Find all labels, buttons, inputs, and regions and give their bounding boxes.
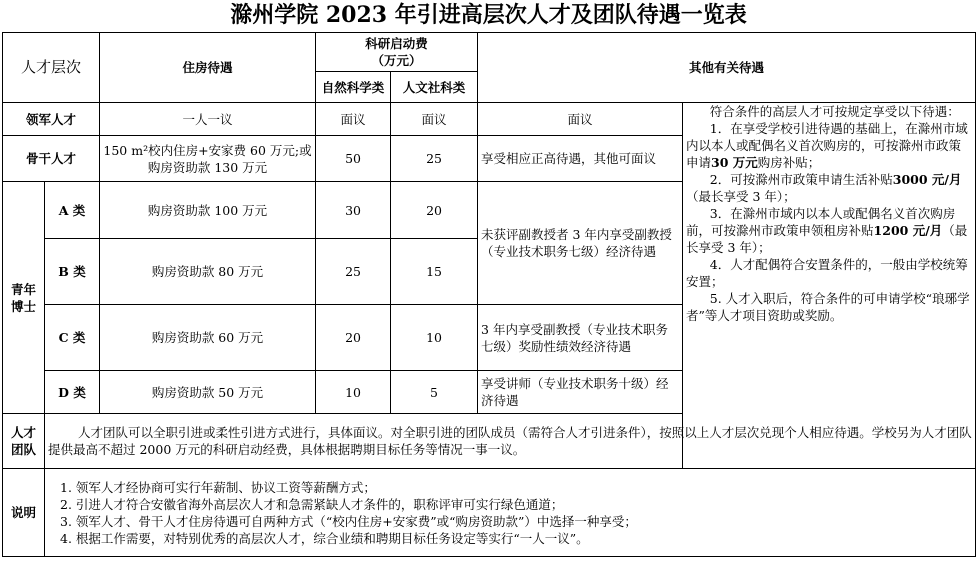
note-item: 4. 根据工作需要，对特别优秀的高层次人才，综合业绩和聘期目标任务设定等实行“一人一议”。 — [60, 530, 589, 546]
notes-label: 说明 — [3, 469, 45, 557]
team-text: 人才团队可以全职引进或柔性引进方式进行，具体面议。对全职引进的团队成员（需符合人才引进条件），按照以上人才层次兑现个人相应待遇。学校另为人才团队提供最高不超过 2000 万元的科研启动经费，具体根据聘期目标任务等情况一事一议。 — [45, 414, 976, 469]
note-item: 1. 领军人才经协商可实行年薪制、协议工资等薪酬方式； — [60, 479, 376, 495]
backbone-level: 骨干人才 — [3, 136, 100, 182]
type-a-humanities: 20 — [391, 182, 478, 239]
type-d-natural: 10 — [316, 371, 391, 414]
other-item-2: 2．可按滁州市政策申请生活补贴3000 元/月（最长享受 3 年）； — [686, 172, 962, 204]
note-item: 2. 引进人才符合安徽省海外高层次人才和急需紧缺人才条件的，职称评审可实行绿色通道； — [60, 496, 564, 512]
type-d-humanities: 5 — [391, 371, 478, 414]
type-d-housing: 购房资助款 50 万元 — [100, 371, 316, 414]
backbone-humanities: 25 — [391, 136, 478, 182]
notes-cell — [45, 469, 976, 557]
other-item-1: 1．在享受学校引进待遇的基础上，在滁州市域内以本人或配偶名义首次购房的，可按滁州市政策申请30 万元购房补贴； — [686, 121, 968, 170]
header-natural: 自然科学类 — [316, 72, 391, 103]
type-c-natural: 20 — [316, 305, 391, 371]
header-research — [316, 33, 478, 72]
type-c-other: 3 年内享受副教授（专业技术职务七级）奖励性绩效经济待遇 — [478, 305, 683, 371]
header-level: 人才层次 — [3, 33, 100, 103]
backbone-housing: 150 m²校内住房+安家费 60 万元;或购房资助款 130 万元 — [100, 136, 316, 182]
type-a-natural: 30 — [316, 182, 391, 239]
type-a-housing: 购房资助款 100 万元 — [100, 182, 316, 239]
note-item: 3. 领军人才、骨干人才住房待遇可自两种方式（“校内住房+安家费”或“购房资助款”）中选择一种享受； — [60, 513, 637, 529]
leading-natural: 面议 — [316, 103, 391, 136]
page-title: 滁州学院 2023 年引进高层次人才及团队待遇一览表 — [230, 2, 747, 28]
other-item-5: 5. 人才入职后，符合条件的可申请学校“琅琊学者”等人才项目资助或奖励。 — [686, 291, 970, 323]
type-d-level: D 类 — [45, 371, 100, 414]
header-research-line1: 科研启动费 — [365, 36, 428, 51]
team-label: 人才 团队 — [3, 414, 45, 469]
leading-housing: 一人一议 — [100, 103, 316, 136]
type-b-natural: 25 — [316, 239, 391, 305]
type-a-level: A 类 — [45, 182, 100, 239]
other-intro: 符合条件的高层人才可按规定享受以下待遇： — [709, 104, 960, 119]
type-b-housing: 购房资助款 80 万元 — [100, 239, 316, 305]
backbone-natural: 50 — [316, 136, 391, 182]
type-c-humanities: 10 — [391, 305, 478, 371]
young-doctor-label: 青年 博士 — [3, 182, 45, 414]
benefits-table — [2, 32, 976, 557]
type-ab-other: 未获评副教授者 3 年内享受副教授（专业技术职务七级）经济待遇 — [478, 182, 683, 305]
type-b-level: B 类 — [45, 239, 100, 305]
header-humanities: 人文社科类 — [391, 72, 478, 103]
header-housing: 住房待遇 — [100, 33, 316, 103]
type-c-level: C 类 — [45, 305, 100, 371]
other-item-4: 4．人才配偶符合安置条件的，一般由学校统筹安置； — [686, 257, 968, 289]
leading-level: 领军人才 — [3, 103, 100, 136]
leading-humanities: 面议 — [391, 103, 478, 136]
header-research-line2: （万元） — [371, 53, 422, 68]
leading-other: 面议 — [478, 103, 683, 136]
other-item-3: 3．在滁州市域内以本人或配偶名义首次购房前，可按滁州市政策申领租房补贴1200 元/月（最长享受 3 年）； — [686, 206, 968, 255]
type-d-other: 享受讲师（专业技术职务十级）经济待遇 — [478, 371, 683, 414]
backbone-other: 享受相应正高待遇，其他可面议 — [478, 136, 683, 182]
header-other: 其他有关待遇 — [478, 33, 976, 103]
type-c-housing: 购房资助款 60 万元 — [100, 305, 316, 371]
type-b-humanities: 15 — [391, 239, 478, 305]
